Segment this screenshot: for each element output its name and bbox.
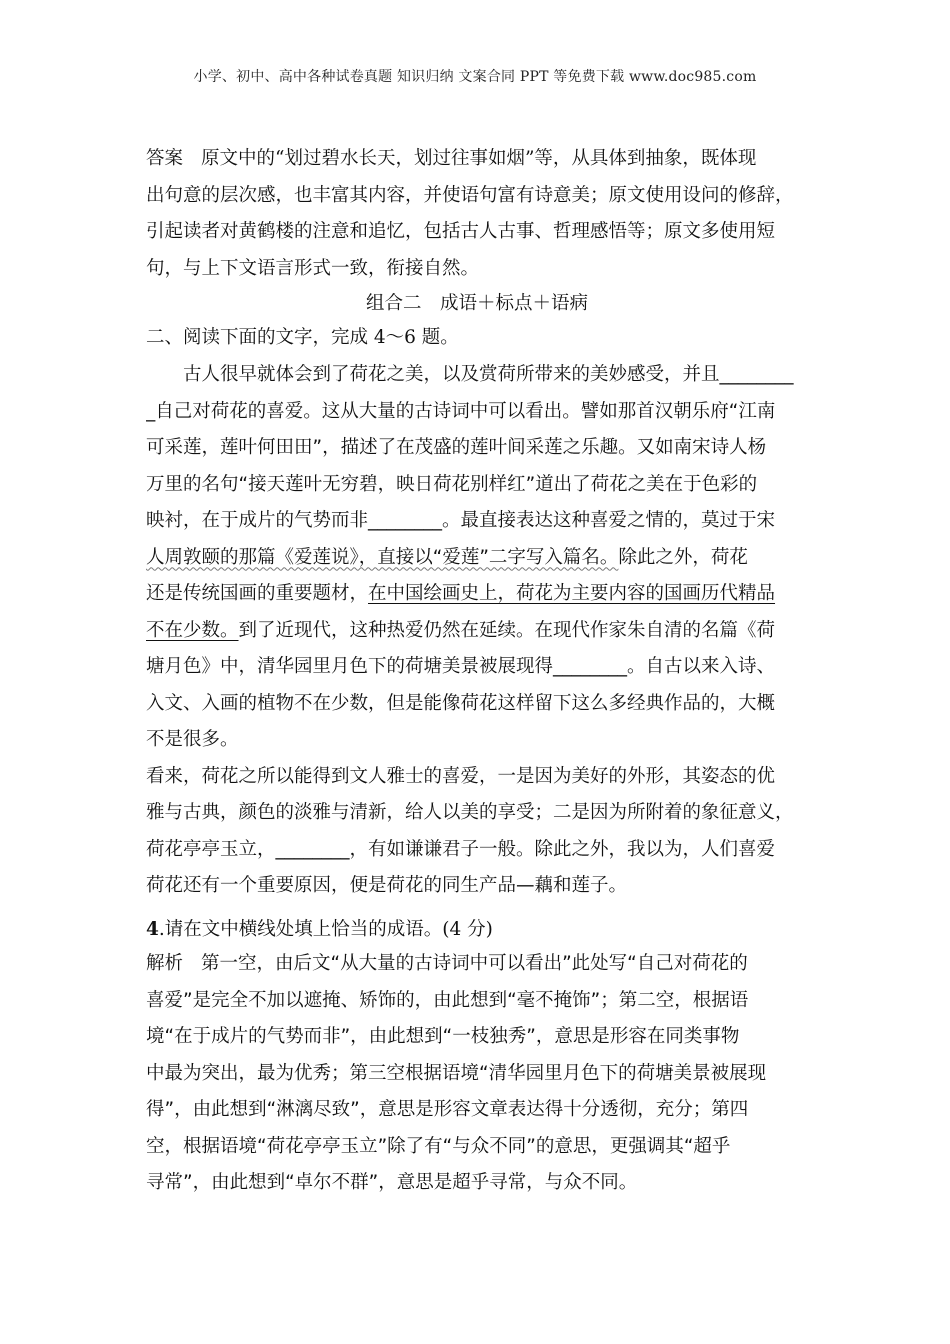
passage-line: 映衬，在于成片的气势而非________。最直接表达这种喜爱之情的，莫过于宋 [146,510,776,531]
passage-line: _自己对荷花的喜爱。这从大量的古诗词中可以看出。譬如那首汉朝乐府“江南 [146,400,776,422]
answer-line-1: 答案 原文中的“划过碧水长天，划过往事如烟”等，从具体到抽象，既体现 [146,148,757,169]
answer-line-2: 出句意的层次感，也丰富其内容，并使语句富有诗意美；原文使用设问的修辞， [146,184,794,206]
answer-label: 答案 [146,148,184,169]
passage-line: 荷花还有一个重要原因，便是荷花的同生产品—藕和莲子。 [146,875,628,896]
wavy-underlined-sentence: 人周敦颐的那篇《爱莲说》，直接以“爱莲”二字写入篇名。 [146,546,619,568]
reading-passage [146,357,808,905]
answer-section [146,141,808,287]
underlined-sentence-end: 不在少数。 [146,619,239,641]
passage-line: 古人很早就体会到了荷花之美，以及赏荷所带来的美妙感受，并且________ [183,364,794,385]
passage-line: 荷花亭亭玉立，________，有如谦谦君子一般。除此之外，我以为，人们喜爱 [146,838,776,860]
analysis-line: 得”，由此想到“淋漓尽致”，意思是形容文章表达得十分透彻，充分；第四 [146,1099,749,1120]
analysis-line: 寻常”，由此想到“卓尔不群”，意思是超乎寻常，与众不同。 [146,1172,638,1193]
question-number: 4 [146,919,159,940]
analysis-section [146,946,808,1202]
group-header [146,287,808,355]
analysis-line: 喜爱”是完全不加以遮掩、矫饰的，由此想到“毫不掩饰”；第二空，根据语 [146,989,749,1011]
passage-line: 可采莲，莲叶何田田”，描述了在茂盛的莲叶间采莲之乐趣。又如南宋诗人杨 [146,437,767,458]
passage-line: 万里的名句“接天莲叶无穷碧，映日荷花别样红”道出了荷花之美在于色彩的 [146,473,758,495]
question-4-line: 4.请在文中横线处填上恰当的成语。(4 分) [146,919,493,940]
answer-line-3: 引起读者对黄鹤楼的注意和追忆，包括古人古事、哲理感悟等；原文多使用短 [146,221,776,242]
passage-line: 看来，荷花之所以能得到文人雅士的喜爱，一是因为美好的外形，其姿态的优 [146,765,776,787]
analysis-label: 解析 [146,953,184,974]
question-4 [146,913,808,947]
group-title: 组合二 成语＋标点＋语病 [365,293,588,314]
underlined-sentence: 在中国绘画史上，荷花为主要内容的国画历代精品 [368,583,776,604]
analysis-line: 中最为突出，最为优秀；第三空根据语境“清华园里月色下的荷塘美景被展现 [146,1062,767,1084]
passage-line: 不在少数。到了近现代，这种热爱仍然在延续。在现代作家朱自清的名篇《荷 [146,619,776,641]
passage-line: 还是传统国画的重要题材，在中国绘画史上，荷花为主要内容的国画历代精品 [146,583,776,604]
question-intro: 二、阅读下面的文字，完成 4～6 题。 [146,327,459,348]
passage-line: 塘月色》中，清华园里月色下的荷塘美景被展现得________。自古以来入诗、 [146,656,776,677]
passage-line: 不是很多。 [146,729,239,750]
analysis-line: 空，根据语境“荷花亭亭玉立”除了有“与众不同”的意思，更强调其“超乎 [146,1135,731,1157]
answer-line-4: 句，与上下文语言形式一致，衔接自然。 [146,257,480,279]
passage-line: 入文、入画的植物不在少数，但是能像荷花这样留下这么多经典作品的，大概 [146,692,776,714]
page-header: 小学、初中、高中各种试卷真题 知识归纳 文案合同 PPT 等免费下载 www.doc985.com [193,69,757,85]
analysis-line: 解析 第一空，由后文“从大量的古诗词中可以看出”此处写“自己对荷花的 [146,953,748,974]
analysis-line: 境“在于成片的气势而非”，由此想到“一枝独秀”，意思是形容在同类事物 [146,1026,740,1047]
passage-line: 人周敦颐的那篇《爱莲说》，直接以“爱莲”二字写入篇名。除此之外，荷花 [146,546,748,568]
passage-line: 雅与古典，颜色的淡雅与清新，给人以美的享受；二是因为所附着的象征意义， [146,802,794,823]
